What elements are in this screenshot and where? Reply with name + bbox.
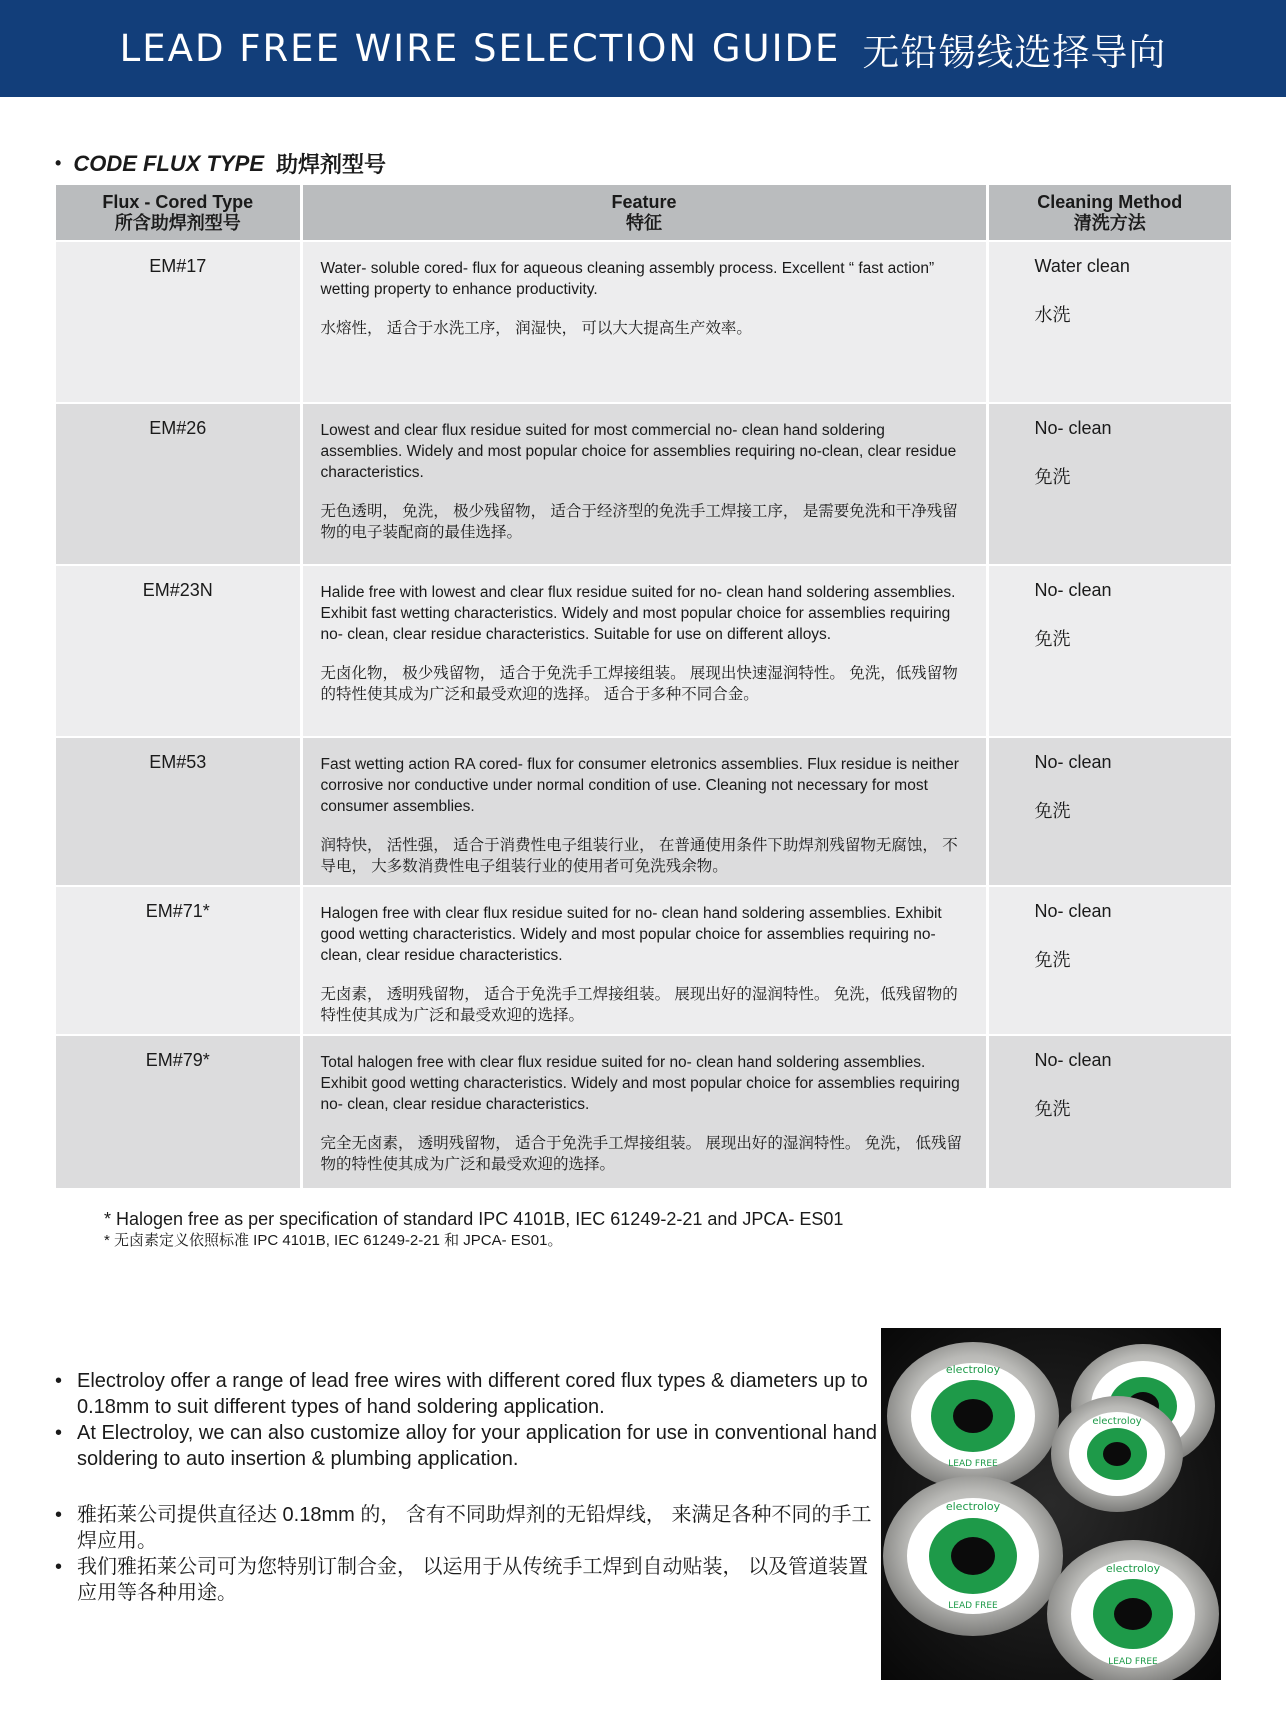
flux-code: EM#53 (56, 737, 301, 886)
header-flux-type (56, 185, 301, 241)
spool-middle-right (1051, 1396, 1183, 1512)
feature-en: Halide free with lowest and clear flux residue suited for no- clean hand soldering assemblies. Exhibit fast wetting characteristics. Widely and most popular choice for assemblies requiring no- clean, clear residue characteristics. Suitable for use on different alloys. (320, 584, 956, 643)
section-title-en: CODE FLUX TYPE (73, 150, 264, 176)
feature-en: Halogen free with clear flux residue suited for no- clean hand soldering assemblies. Exhibit good wetting characteristics. Widely and most popular choice for assemblies requiring no- clean, clear residue characteristics. (320, 905, 942, 964)
spool-label: LEAD FREE (948, 1459, 998, 1469)
feature-zh: 无卤素， 透明残留物， 适合于免洗手工焊接组装。 展现出好的湿润特性。 免洗，低残留物的特性使其成为广泛和最受欢迎的选择。 (320, 986, 958, 1024)
table-row (56, 737, 1231, 886)
list-item (55, 1420, 885, 1472)
solder-wire-spools-photo (881, 1328, 1221, 1680)
section-heading (55, 148, 386, 179)
cleaning-en: No- clean (1034, 580, 1112, 600)
bullet-text-zh: 我们雅拓莱公司可为您特别订制合金， 以运用于从传统手工焊到自动贴装， 以及管道装置应用等各种用途。 (77, 1556, 869, 1604)
feature-en: Total halogen free with clear flux residue suited for no- clean hand soldering assemblies. Exhibit good wetting characteristics. Widely and most popular choice for assemblies requiring no- clean, clear residue characteristics. (320, 1054, 960, 1113)
bullet-marker: • (55, 1504, 63, 1526)
cleaning-en: Water clean (1034, 256, 1130, 276)
header-flux-type-en: Flux - Cored Type (102, 192, 254, 212)
footnote-zh: * 无卤素定义依照标准 IPC 4101B, IEC 61249-2-21 和 JPCA- ES01。 (104, 1232, 563, 1249)
feature-en: Water- soluble cored- flux for aqueous cleaning assembly process. Excellent “ fast action” wetting property to enhance productivity. (320, 260, 935, 298)
header-flux-type-zh: 所含助焊剂型号 (114, 213, 241, 233)
bullet-marker: • (55, 1370, 63, 1392)
cleaning-cell (987, 886, 1231, 1035)
bullet-marker: • (55, 153, 62, 173)
feature-zh: 水熔性， 适合于水洗工序， 润湿快， 可以大大提高生产效率。 (320, 320, 752, 337)
header-cleaning-zh: 清洗方法 (1073, 213, 1146, 233)
header-feature-en: Feature (611, 192, 677, 212)
bullet-marker: • (55, 1556, 63, 1578)
table-row (56, 1035, 1231, 1188)
feature-cell (301, 403, 987, 565)
feature-cell (301, 565, 987, 737)
cleaning-cell (987, 1035, 1231, 1188)
cleaning-cell (987, 403, 1231, 565)
bullet-text-zh: 雅拓莱公司提供直径达 0.18mm 的， 含有不同助焊剂的无铅焊线， 来满足各种不同的手工焊应用。 (77, 1504, 872, 1552)
flux-code: EM#17 (56, 241, 301, 403)
spool-brand: electroloy (1092, 1416, 1142, 1427)
bullet-text-en: Electroloy offer a range of lead free wires with different cored flux types & diameters up to 0.18mm to suit different types of hand soldering application. (77, 1370, 868, 1418)
feature-zh: 无卤化物， 极少残留物， 适合于免洗手工焊接组装。 展现出快速湿润特性。 免洗，低残留物的特性使其成为广泛和最受欢迎的选择。 适合于多种不同合金。 (320, 665, 958, 703)
feature-en: Lowest and clear flux residue suited for most commercial no- clean hand soldering assemblies. Widely and most popular choice for assemblies requiring no-clean, clear residue characteristics. (320, 422, 957, 481)
flux-code: EM#26 (56, 403, 301, 565)
table-row (56, 241, 1231, 403)
list-item (55, 1502, 885, 1554)
header-feature-zh: 特征 (626, 213, 662, 233)
cleaning-en: No- clean (1034, 901, 1112, 921)
footnotes (104, 1207, 843, 1251)
cleaning-en: No- clean (1034, 752, 1112, 772)
cleaning-cell (987, 737, 1231, 886)
feature-cell (301, 1035, 987, 1188)
spool-brand: electroloy (1105, 1562, 1161, 1575)
bullet-spacer (55, 1472, 885, 1502)
spool-brand: electroloy (945, 1363, 1001, 1376)
page-banner (0, 0, 1286, 97)
feature-cell (301, 737, 987, 886)
bullet-text-en: At Electroloy, we can also customize alloy for your application for use in conventional hand soldering to auto insertion & plumbing application. (77, 1422, 878, 1470)
table-header-row (56, 185, 1231, 241)
cleaning-zh: 免洗 (1034, 801, 1071, 821)
cleaning-zh: 免洗 (1034, 629, 1071, 649)
table-row (56, 565, 1231, 737)
feature-zh: 润特快， 活性强， 适合于消费性电子组装行业， 在普通使用条件下助焊剂残留物无腐蚀， 不导电， 大多数消费性电子组装行业的使用者可免洗残余物。 (320, 837, 958, 875)
banner-title-en: LEAD FREE WIRE SELECTION GUIDE (119, 27, 841, 70)
feature-en: Fast wetting action RA cored- flux for consumer eletronics assemblies. Flux residue is neither corrosive nor conductive under normal condition of use. Cleaning not necessary for most consumer assemblies. (320, 756, 959, 815)
spool-brand: electroloy (945, 1500, 1001, 1513)
cleaning-zh: 免洗 (1034, 1099, 1071, 1119)
header-feature (301, 185, 987, 241)
feature-zh: 完全无卤素， 透明残留物， 适合于免洗手工焊接组装。 展现出好的湿润特性。 免洗， 低残留物的特性使其成为广泛和最受欢迎的选择。 (320, 1135, 963, 1173)
cleaning-zh: 免洗 (1034, 467, 1071, 487)
spools-illustration (881, 1328, 1221, 1680)
list-item (55, 1554, 885, 1606)
table-row (56, 403, 1231, 565)
table-row (56, 886, 1231, 1035)
spool-top-left (887, 1342, 1059, 1490)
cleaning-en: No- clean (1034, 418, 1112, 438)
header-cleaning-en: Cleaning Method (1037, 192, 1183, 212)
list-item (55, 1368, 885, 1420)
cleaning-cell (987, 241, 1231, 403)
feature-cell (301, 241, 987, 403)
feature-zh: 无色透明， 免洗， 极少残留物， 适合于经济型的免洗手工焊接工序， 是需要免洗和干净残留物的电子装配商的最佳选择。 (320, 503, 958, 541)
cleaning-zh: 水洗 (1034, 305, 1071, 325)
banner-title-zh: 无铅锡线选择导向 (862, 30, 1167, 74)
cleaning-zh: 免洗 (1034, 950, 1071, 970)
feature-cell (301, 886, 987, 1035)
footnote-en: * Halogen free as per specification of standard IPC 4101B, IEC 61249-2-21 and JPCA- ES01 (104, 1209, 844, 1229)
spool-bottom-left (883, 1476, 1063, 1636)
section-title-zh: 助焊剂型号 (276, 152, 387, 177)
flux-code: EM#23N (56, 565, 301, 737)
info-bullets (55, 1368, 885, 1606)
spool-label: LEAD FREE (1108, 1657, 1158, 1667)
bullet-marker: • (55, 1422, 63, 1444)
spool-label: LEAD FREE (948, 1601, 998, 1611)
cleaning-en: No- clean (1034, 1050, 1112, 1070)
cleaning-cell (987, 565, 1231, 737)
flux-code: EM#71* (56, 886, 301, 1035)
flux-type-table (56, 185, 1231, 1188)
flux-code: EM#79* (56, 1035, 301, 1188)
header-cleaning-method (987, 185, 1231, 241)
